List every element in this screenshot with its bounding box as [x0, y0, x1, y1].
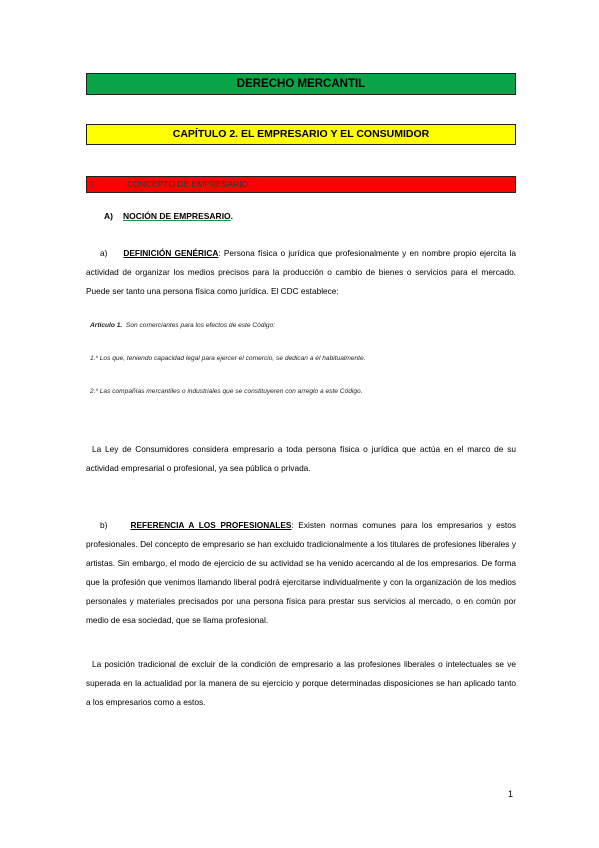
paragraph-consumers: La Ley de Consumidores considera empresario a toda persona física o jurídica que actúa en el marco de su actividad empresarial o profesional, ya sea pública o privada.	[86, 444, 516, 473]
article-item-1: 1.º Los que, teniendo capacidad legal para ejercer el comercio, se dedican a él habitualmente.	[90, 355, 366, 362]
paragraph-final: La posición tradicional de excluir de la condición de empresario a las profesiones liberales o intelectuales se ve superada en la actualidad por la manera de su ejercicio y porque determinadas disposiciones se han aplicado tanto a los empresarios como a estos.	[86, 659, 516, 707]
article-heading: Artículo 1.	[90, 322, 123, 329]
paragraph-professionals	[86, 516, 516, 630]
chapter-title: CAPÍTULO 2. EL EMPRESARIO Y EL CONSUMIDOR	[86, 124, 516, 145]
para-b-label: b)	[100, 520, 108, 530]
subsection-title: NOCIÓN DE EMPRESARIO	[122, 211, 231, 221]
section-number: I.	[91, 179, 96, 189]
para-b-heading: REFERENCIA A LOS PROFESIONALES	[130, 520, 292, 530]
para-a-label: a)	[100, 248, 108, 258]
subsection-label: A)	[104, 211, 113, 221]
subsection-heading	[104, 211, 233, 221]
article-intro	[90, 322, 275, 329]
section-title: CONCEPTO DE EMPRESARIO.	[127, 179, 251, 189]
document-title: DERECHO MERCANTIL	[86, 73, 516, 95]
para-b-text: : Existen normas comunes para los empresarios y estos profesionales. Del concepto de empresario se han excluido tradicionalmente a los titulares de profesiones liberales y artistas. Sin embargo, el modo de ejercicio de su actividad se ha venido acercando al de los empresarios. De forma que la profesión que venimos llamando liberal podrá ejercitarse individualmente y con la organización de los medios personales y materiales precisados por una persona física para prestar sus servicios al mercado, o en común por medio de esa sociedad, que se llama profesional.	[86, 520, 517, 625]
para-a-heading: DEFINICIÓN GENÉRICA	[123, 248, 219, 258]
subsection-suffix: .	[230, 211, 234, 221]
article-intro-text: Son comerciantes para los efectos de este Código:	[125, 322, 276, 329]
paragraph-definition	[86, 244, 516, 301]
page-number: 1	[508, 789, 514, 799]
section-heading	[86, 176, 516, 193]
article-item-2: 2.º Las compañías mercantiles o industriales que se constituyeren con arreglo a este Código.	[90, 388, 363, 395]
para-a-text: : Persona física o jurídica que profesionalmente y en nombre propio ejercita la actividad de organizar los medios precisos para la producción o cambio de bienes o servicios para el mercado. Puede ser tanto una persona física como jurídica. El CDC establece:	[86, 248, 516, 296]
